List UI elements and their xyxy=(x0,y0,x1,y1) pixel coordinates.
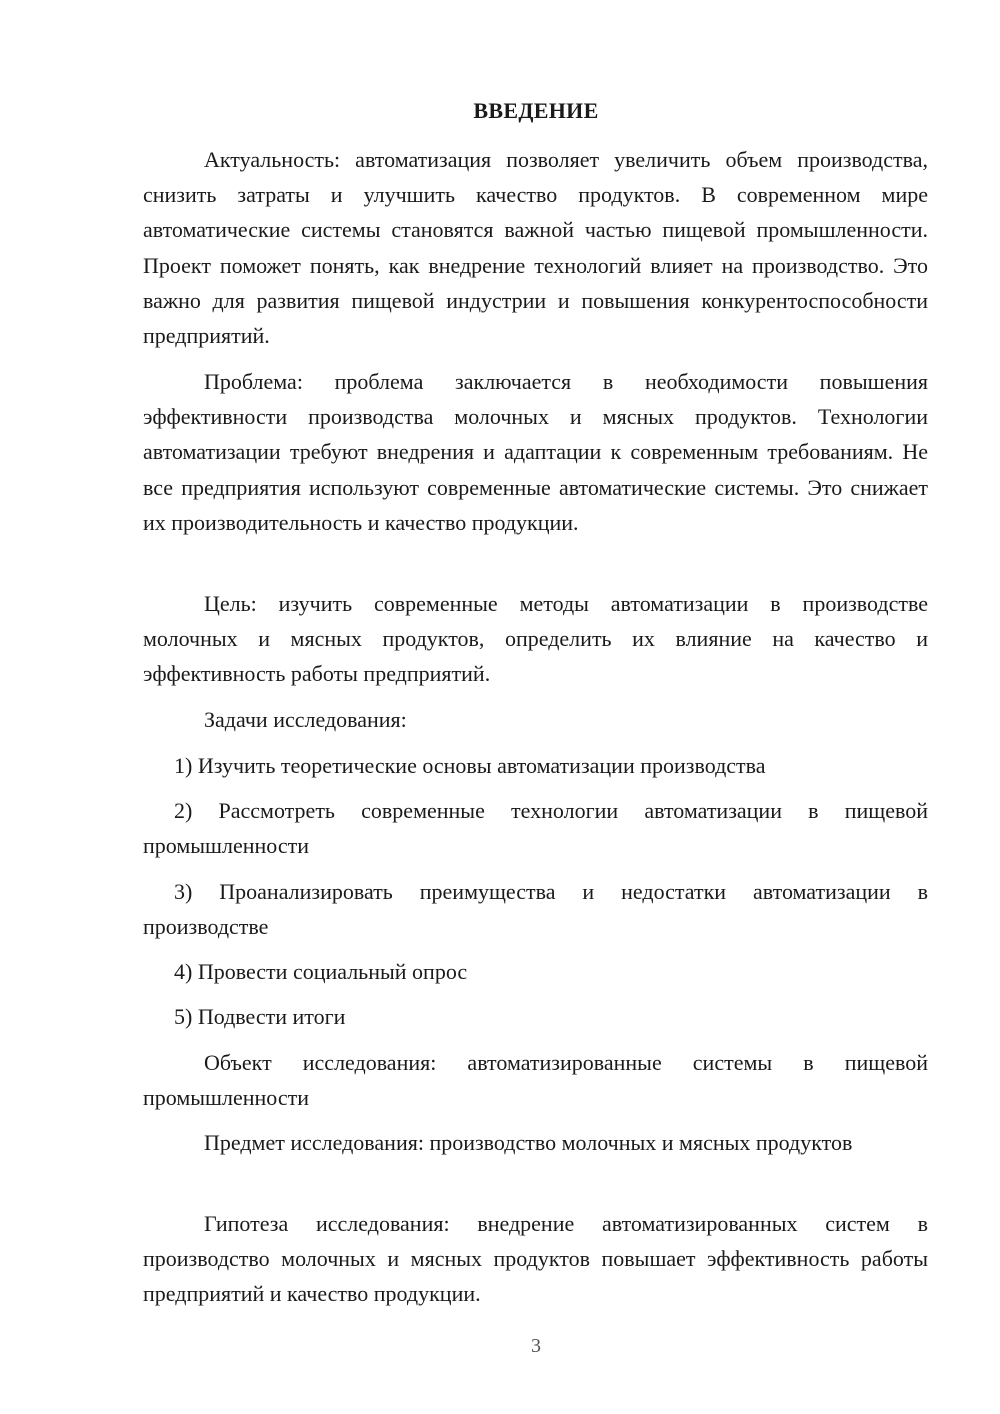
paragraph-hypothesis: Гипотеза исследования: внедрение автоматизированных систем в производство молочных и мясных продуктов повышает эффективность работы предприятий и качество продукции. xyxy=(143,1211,928,1307)
page-title: ВВЕДЕНИЕ xyxy=(473,98,599,123)
page-number: 3 xyxy=(531,1335,541,1357)
task-item-4: 4) Провести социальный опрос xyxy=(174,959,468,984)
task-item-2: 2) Рассмотреть современные технологии автоматизации в пищевой промышленности xyxy=(143,798,928,859)
paragraph-subject: Предмет исследования: производство молочных и мясных продуктов xyxy=(204,1130,853,1155)
paragraph-problem: Проблема: проблема заключается в необходимости повышения эффективности производства молочных и мясных продуктов. Технологии автоматизации требуют внедрения и адаптации к современным требованиям. Не все предприятия используют современные автоматические системы. Это снижает их производительность и качество продукции. xyxy=(143,369,928,535)
paragraph-goal: Цель: изучить современные методы автоматизации в производстве молочных и мясных продуктов, определить их влияние на качество и эффективность работы предприятий. xyxy=(143,591,928,687)
tasks-heading: Задачи исследования: xyxy=(204,707,407,732)
paragraph-relevance: Актуальность: автоматизация позволяет увеличить объем производства, снизить затраты и улучшить качество продуктов. В современном мире автоматические системы становятся важной частью пищевой промышленности. Проект поможет понять, как внедрение технологий влияет на производство. Это важно для развития пищевой индустрии и повышения конкурентоспособности предприятий. xyxy=(143,147,928,349)
paragraph-object: Объект исследования: автоматизированные системы в пищевой промышленности xyxy=(143,1050,928,1111)
task-item-3: 3) Проанализировать преимущества и недостатки автоматизации в производстве xyxy=(143,879,928,940)
task-item-5: 5) Подвести итоги xyxy=(174,1004,346,1029)
task-item-1: 1) Изучить теоретические основы автоматизации производства xyxy=(174,753,766,778)
